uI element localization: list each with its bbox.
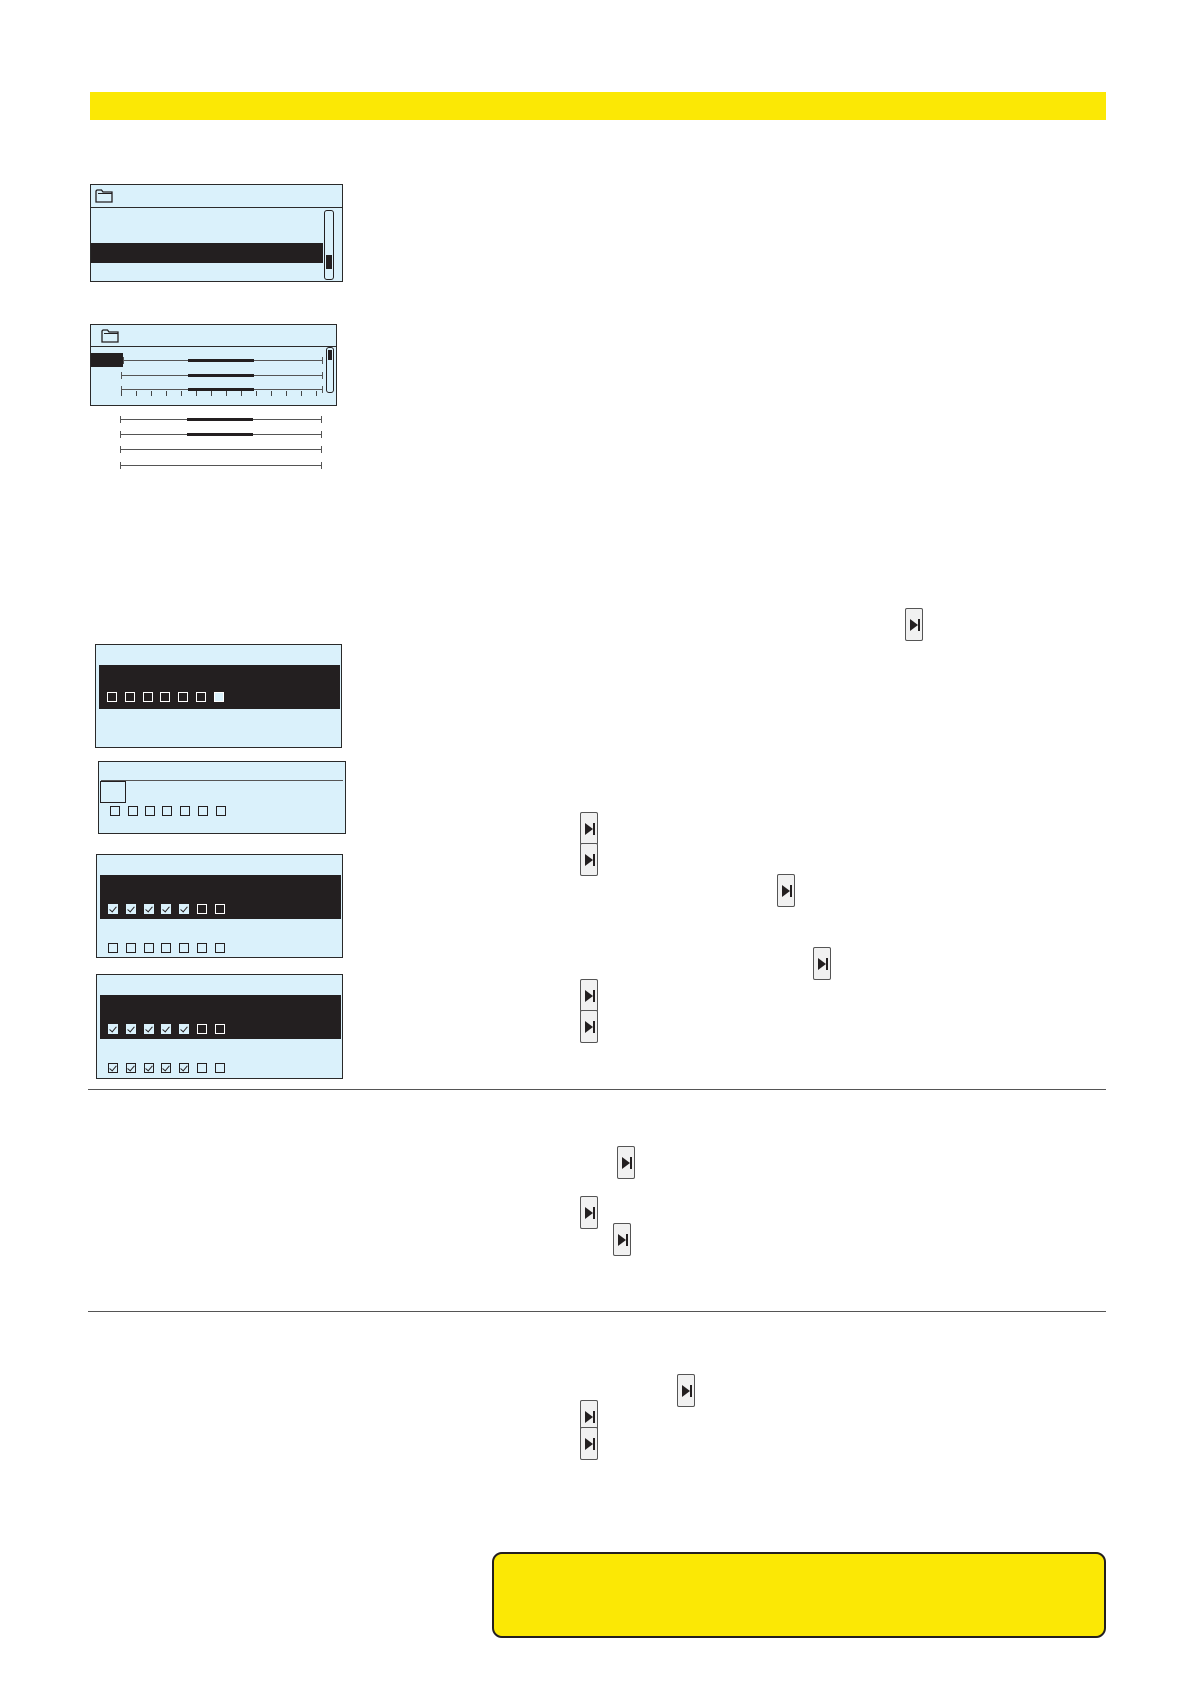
scrollbar[interactable] [326, 347, 334, 393]
checkbox-checked[interactable] [144, 1024, 154, 1034]
checkbox-row-screen-4 [96, 974, 343, 1079]
checkbox-checked[interactable] [108, 904, 118, 914]
scrollbar-thumb[interactable] [328, 350, 332, 360]
screen-header [91, 185, 342, 208]
channel-track[interactable] [121, 389, 323, 390]
channel-track [120, 449, 322, 450]
checkbox[interactable] [197, 1063, 207, 1073]
header-bar [90, 92, 1106, 120]
enter-key-icon [580, 1010, 598, 1043]
checkbox-checked[interactable] [179, 1024, 189, 1034]
scrollbar[interactable] [324, 210, 334, 280]
folder-icon [95, 188, 113, 203]
checkbox[interactable] [215, 904, 225, 914]
checkbox[interactable] [110, 806, 120, 816]
checkbox[interactable] [126, 943, 136, 953]
channel-track[interactable] [121, 375, 323, 376]
checkbox-row [108, 1024, 238, 1036]
screen-header [91, 325, 336, 347]
note-box [492, 1552, 1106, 1638]
checkbox-row [108, 943, 238, 955]
checkbox[interactable] [215, 1024, 225, 1034]
checkbox-checked[interactable] [108, 1063, 118, 1073]
checkbox-checked[interactable] [161, 904, 171, 914]
enter-key-icon [777, 874, 795, 907]
checkbox-row-screen-1 [95, 644, 342, 748]
checkbox[interactable] [216, 806, 226, 816]
checkbox-checked[interactable] [144, 904, 154, 914]
selected-channel-marker[interactable] [91, 353, 123, 367]
enter-key-icon [580, 1196, 598, 1229]
checkbox[interactable] [197, 1024, 207, 1034]
checkbox[interactable] [161, 943, 171, 953]
checkbox-checked[interactable] [108, 1024, 118, 1034]
input-cursor[interactable] [100, 781, 126, 803]
folder-icon [101, 328, 119, 343]
checkbox-row [107, 692, 237, 704]
checkbox-row [108, 904, 238, 916]
checkbox[interactable] [128, 806, 138, 816]
channel-tracks-screen [90, 324, 337, 406]
checkbox-row [108, 1063, 238, 1075]
enter-key-icon [617, 1146, 635, 1179]
section-divider [88, 1311, 1106, 1312]
channel-track [120, 419, 322, 420]
checkbox-checked[interactable] [126, 904, 136, 914]
checkbox[interactable] [196, 692, 206, 702]
checkbox[interactable] [107, 692, 117, 702]
separator-line [101, 780, 343, 781]
scrollbar-thumb[interactable] [326, 255, 332, 269]
enter-key-icon [580, 1427, 598, 1460]
checkbox-checked[interactable] [126, 1024, 136, 1034]
checkbox[interactable] [108, 943, 118, 953]
checkbox[interactable] [180, 806, 190, 816]
checkbox[interactable] [214, 692, 224, 702]
checkbox[interactable] [125, 692, 135, 702]
enter-key-icon [580, 979, 598, 1012]
checkbox-checked[interactable] [126, 1063, 136, 1073]
channel-track [120, 465, 322, 466]
channel-track [120, 434, 322, 435]
checkbox-checked[interactable] [179, 904, 189, 914]
enter-key-icon [905, 608, 923, 641]
scale-ticks [121, 391, 323, 396]
checkbox[interactable] [178, 692, 188, 702]
checkbox[interactable] [215, 1063, 225, 1073]
checkbox[interactable] [162, 806, 172, 816]
section-divider [88, 1089, 1106, 1090]
enter-key-icon [677, 1374, 695, 1407]
checkbox[interactable] [144, 943, 154, 953]
checkbox[interactable] [179, 943, 189, 953]
checkbox[interactable] [215, 943, 225, 953]
checkbox-checked[interactable] [144, 1063, 154, 1073]
checkbox[interactable] [198, 806, 208, 816]
enter-key-icon [580, 843, 598, 876]
checkbox-row-screen-3 [96, 854, 343, 958]
checkbox-checked[interactable] [161, 1063, 171, 1073]
checkbox[interactable] [197, 943, 207, 953]
enter-key-icon [580, 812, 598, 845]
checkbox[interactable] [143, 692, 153, 702]
checkbox-row-screen-2 [98, 761, 346, 834]
checkbox-checked[interactable] [161, 1024, 171, 1034]
selected-menu-row[interactable] [91, 243, 323, 263]
enter-key-icon [613, 1223, 631, 1256]
checkbox-checked[interactable] [179, 1063, 189, 1073]
folder-menu-screen [90, 184, 343, 282]
channel-track[interactable] [123, 360, 323, 361]
enter-key-icon [813, 947, 831, 980]
checkbox[interactable] [160, 692, 170, 702]
checkbox[interactable] [145, 806, 155, 816]
checkbox[interactable] [197, 904, 207, 914]
checkbox-row [110, 806, 240, 818]
